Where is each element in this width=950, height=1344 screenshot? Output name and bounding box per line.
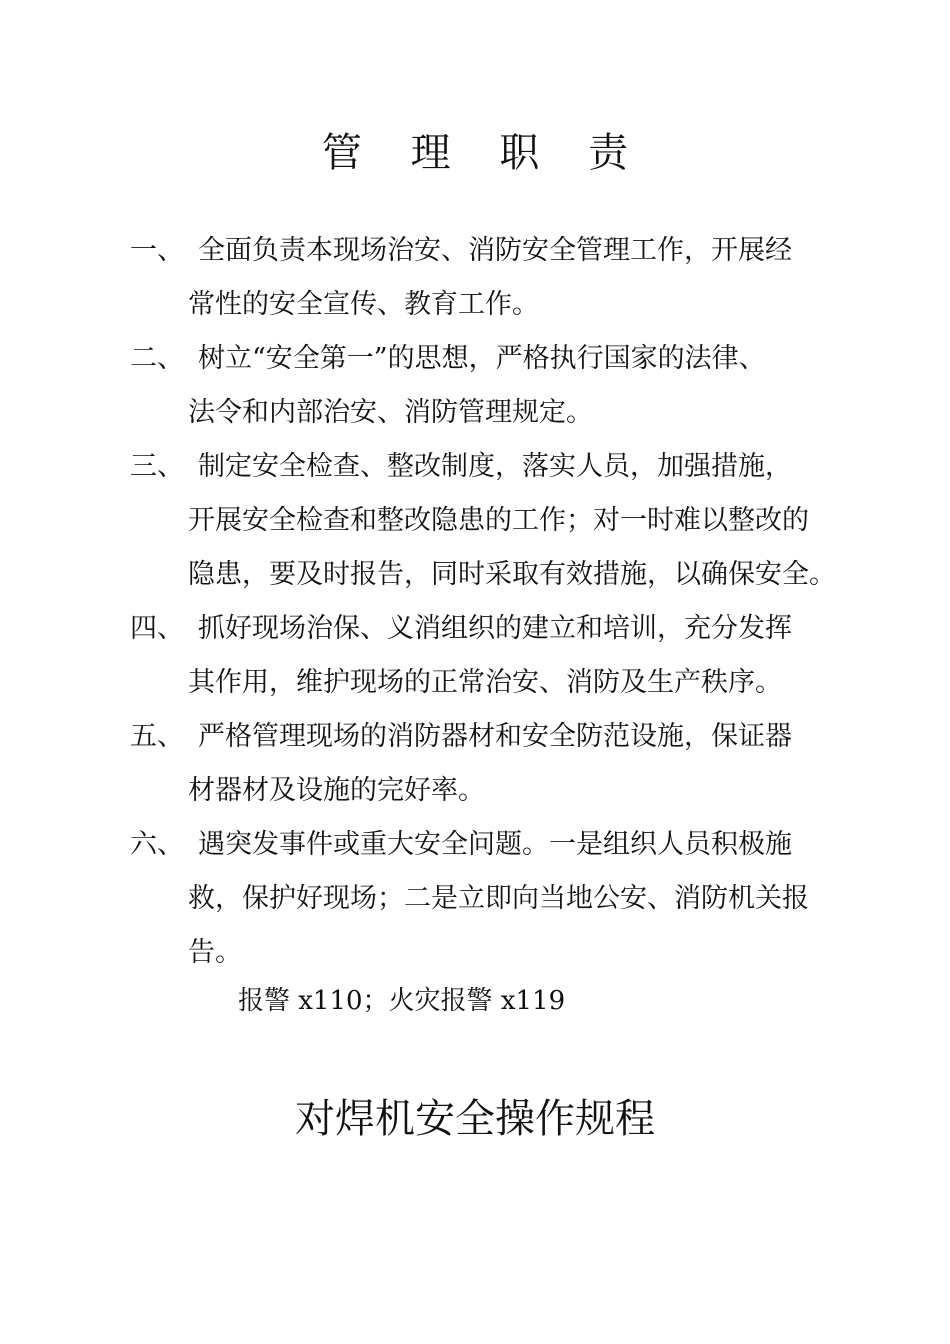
list-item xyxy=(130,818,890,980)
item-number: 四、 xyxy=(130,613,184,644)
item-text-line: 开展安全检查和整改隐患的工作；对一时难以整改的 xyxy=(188,505,809,536)
emergency-phone-line: 报警 x110；火灾报警 x119 xyxy=(238,986,566,1016)
item-text-line: 遇突发事件或重大安全问题。一是组织人员积极施 xyxy=(198,829,792,860)
item-text-line: 法令和内部治安、消防管理规定。 xyxy=(188,397,593,428)
item-text-line: 隐患，要及时报告，同时采取有效措施，以确保安全。 xyxy=(188,559,836,590)
item-text-line: 严格管理现场的消防器材和安全防范设施，保证器 xyxy=(198,721,792,752)
item-number: 三、 xyxy=(130,451,184,482)
list-item xyxy=(130,224,890,332)
item-text-line: 材器材及设施的完好率。 xyxy=(188,775,485,806)
item-text-line: 树立“安全第一”的思想，严格执行国家的法律、 xyxy=(198,343,766,374)
list-item xyxy=(130,440,890,602)
item-text-line: 制定安全检查、整改制度，落实人员，加强措施， xyxy=(198,451,792,482)
item-number: 一、 xyxy=(130,235,184,266)
duty-list xyxy=(130,224,890,980)
item-number: 二、 xyxy=(130,343,184,374)
section-title: 对焊机安全操作规程 xyxy=(295,1096,655,1142)
item-text-line: 其作用，维护现场的正常治安、消防及生产秩序。 xyxy=(188,667,782,698)
item-text-line: 告。 xyxy=(188,937,242,968)
item-text-line: 全面负责本现场治安、消防安全管理工作，开展经 xyxy=(198,235,792,266)
item-text-line: 常性的安全宣传、教育工作。 xyxy=(188,289,539,320)
item-text-line: 抓好现场治保、义消组织的建立和培训，充分发挥 xyxy=(198,613,792,644)
list-item xyxy=(130,602,890,710)
list-item xyxy=(130,710,890,818)
item-number: 六、 xyxy=(130,829,184,860)
list-item xyxy=(130,332,890,440)
page-title: 管 理 职 责 xyxy=(321,130,647,176)
item-text-line: 救，保护好现场；二是立即向当地公安、消防机关报 xyxy=(188,883,809,914)
item-number: 五、 xyxy=(130,721,184,752)
